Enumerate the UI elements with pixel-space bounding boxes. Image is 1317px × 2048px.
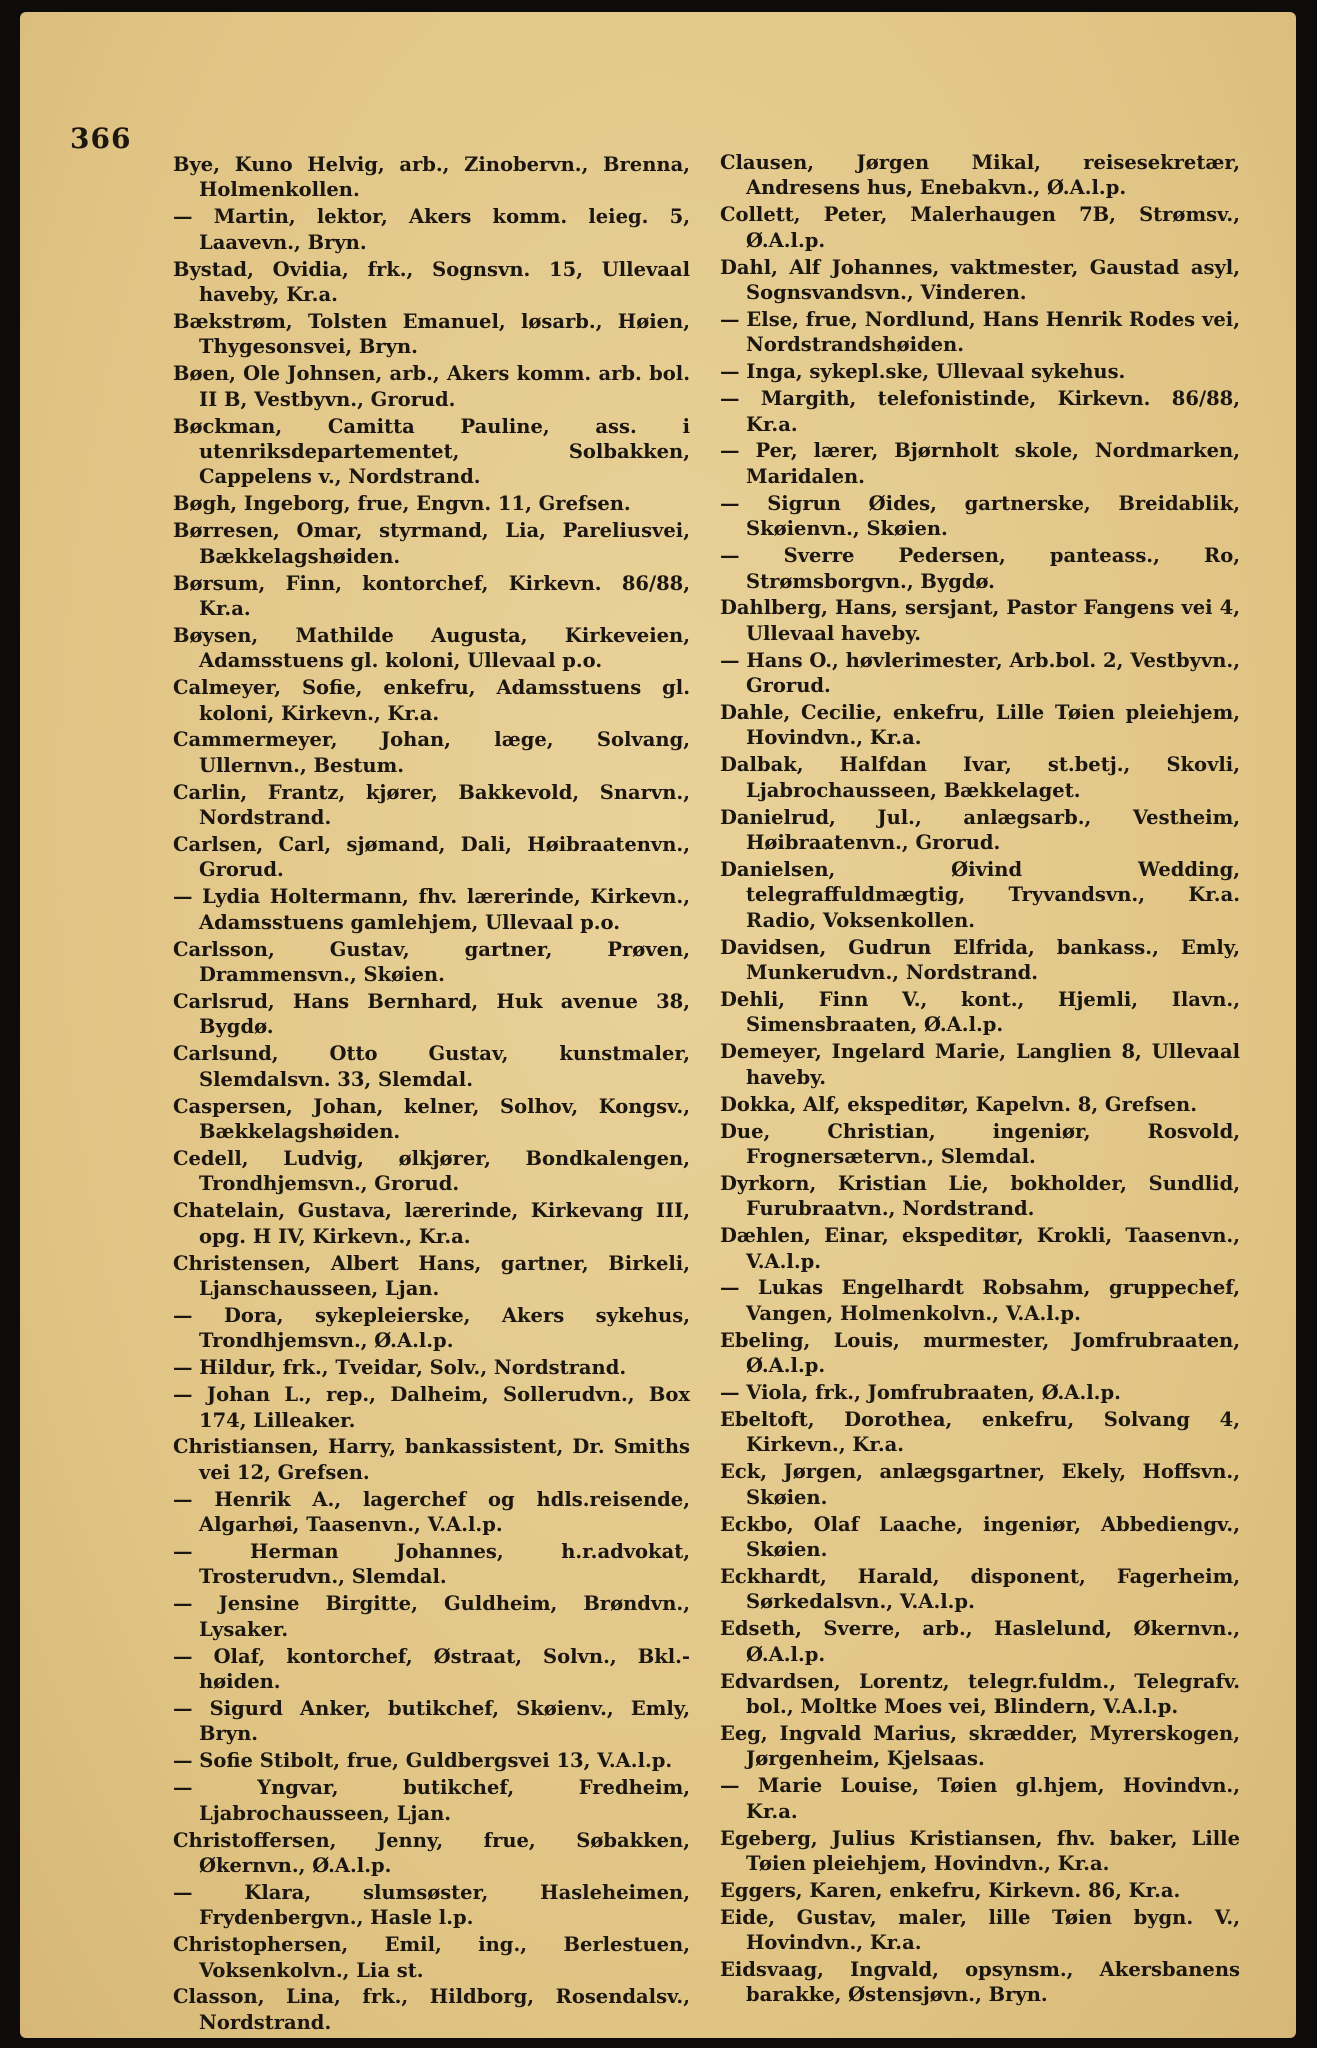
directory-entry: Dahle, Cecilie, enkefru, Lille Tøien pleiehjem, Hovindvn., Kr.a. xyxy=(720,701,1240,750)
directory-entry: — Klara, slumsøster, Hasleheimen, Frydenbergvn., Hasle l.p. xyxy=(173,1880,690,1930)
directory-entry: Eck, Jørgen, anlægsgartner, Ekely, Hoffsvn., Skøien. xyxy=(720,1460,1240,1509)
directory-entry: Chatelain, Gustava, lærerinde, Kirkevang III, opg. H IV, Kirkevn., Kr.a. xyxy=(173,1199,690,1248)
right-column xyxy=(720,150,1240,2009)
directory-entry: — Margith, telefonistinde, Kirkevn. 86/88, Kr.a. xyxy=(720,387,1240,436)
directory-entry: — Lydia Holtermann, fhv. lærerinde, Kirkevn., Adamsstuens gamlehjem, Ullevaal p.o. xyxy=(173,885,690,934)
directory-entry: Calmeyer, Sofie, enkefru, Adamsstuens gl. koloni, Kirkevn., Kr.a. xyxy=(173,676,690,725)
directory-entry: Caspersen, Johan, kelner, Solhov, Kongsv., Bækkelagshøiden. xyxy=(173,1094,690,1144)
directory-entry: Eckbo, Olaf Laache, ingeniør, Abbediengv., Skøien. xyxy=(720,1512,1240,1562)
directory-entry: Dæhlen, Einar, ekspeditør, Krokli, Taasenvn., V.A.l.p. xyxy=(720,1224,1240,1273)
directory-entry: Dahlberg, Hans, sersjant, Pastor Fangens vei 4, Ullevaal haveby. xyxy=(720,596,1240,645)
directory-entry: Bøckman, Camitta Pauline, ass. i utenriksdepartementet, Solbakken, Cappelens v., Nordstrand. xyxy=(173,414,690,489)
directory-entry: — Hildur, frk., Tveidar, Solv., Nordstrand. xyxy=(173,1356,627,1380)
directory-entry: Carlsson, Gustav, gartner, Prøven, Drammensvn., Skøien. xyxy=(173,937,690,987)
directory-entry: Bøgh, Ingeborg, frue, Engvn. 11, Grefsen. xyxy=(173,492,631,516)
directory-entry: Christensen, Albert Hans, gartner, Birkeli, Ljanschausseen, Ljan. xyxy=(173,1251,690,1300)
directory-entry: — Hans O., høvlerimester, Arb.bol. 2, Vestbyvn., Grorud. xyxy=(720,648,1240,698)
directory-entry: Edseth, Sverre, arb., Haslelund, Økernvn., Ø.A.l.p. xyxy=(720,1617,1240,1666)
directory-entry: — Sigurd Anker, butikchef, Skøienv., Emly, Bryn. xyxy=(173,1696,690,1746)
directory-entry: Bystad, Ovidia, frk., Sognsvn. 15, Ullevaal haveby, Kr.a. xyxy=(173,257,690,307)
directory-entry: — Herman Johannes, h.r.advokat, Trosterudvn., Slemdal. xyxy=(173,1540,690,1589)
directory-entry: Carlin, Frantz, kjører, Bakkevold, Snarvn., Nordstrand. xyxy=(173,780,690,830)
directory-entry: — Martin, lektor, Akers komm. leieg. 5, Laavevn., Bryn. xyxy=(173,205,690,254)
directory-entry: Carlsen, Carl, sjømand, Dali, Høibraatenvn., Grorud. xyxy=(173,833,690,882)
directory-entry: — Yngvar, butikchef, Fredheim, Ljabrochausseen, Ljan. xyxy=(173,1776,690,1825)
directory-entry: — Lukas Engelhardt Robsahm, gruppechef, Vangen, Holmenkolvn., V.A.l.p. xyxy=(720,1276,1240,1325)
directory-entry: Eggers, Karen, enkefru, Kirkevn. 86, Kr.a. xyxy=(720,1878,1181,1902)
directory-entry: — Olaf, kontorchef, Østraat, Solvn., Bkl.-høiden. xyxy=(173,1644,690,1694)
directory-entry: Dyrkorn, Kristian Lie, bokholder, Sundlid, Furubraatvn., Nordstrand. xyxy=(720,1171,1240,1221)
directory-entry: — Sofie Stibolt, frue, Guldbergsvei 13, V.A.l.p. xyxy=(173,1749,673,1773)
directory-entry: Classon, Lina, frk., Hildborg, Rosendalsv., Nordstrand. xyxy=(173,1985,690,2034)
directory-entry: — Viola, frk., Jomfrubraaten, Ø.A.l.p. xyxy=(720,1381,1121,1405)
directory-entry: Eckhardt, Harald, disponent, Fagerheim, Sørkedalsvn., V.A.l.p. xyxy=(720,1564,1240,1614)
directory-entry: Danielsen, Øivind Wedding, telegraffuldmægtig, Tryvandsvn., Kr.a. Radio, Voksenkollen. xyxy=(720,857,1240,932)
directory-entry: Cedell, Ludvig, ølkjører, Bondkalengen, Trondhjemsvn., Grorud. xyxy=(173,1146,690,1196)
directory-entry: Davidsen, Gudrun Elfrida, bankass., Emly, Munkerudvn., Nordstrand. xyxy=(720,935,1240,985)
directory-entry: Eeg, Ingvald Marius, skrædder, Myrerskogen, Jørgenheim, Kjelsaas. xyxy=(720,1721,1240,1771)
directory-entry: Dehli, Finn V., kont., Hjemli, Ilavn., Simensbraaten, Ø.A.l.p. xyxy=(720,988,1240,1037)
directory-entry: Christiansen, Harry, bankassistent, Dr. Smiths vei 12, Grefsen. xyxy=(173,1435,690,1484)
directory-entry: Eide, Gustav, maler, lille Tøien bygn. V., Hovindvn., Kr.a. xyxy=(720,1905,1240,1955)
directory-entry: Danielrud, Jul., anlægsarb., Vestheim, Høibraatenvn., Grorud. xyxy=(720,805,1240,855)
directory-entry: Due, Christian, ingeniør, Rosvold, Frognersætervn., Slemdal. xyxy=(720,1119,1240,1168)
directory-page xyxy=(20,12,1296,2038)
directory-entry: Christoffersen, Jenny, frue, Søbakken, Økernvn., Ø.A.l.p. xyxy=(173,1828,690,1877)
directory-entry: Dalbak, Halfdan Ivar, st.betj., Skovli, Ljabrochausseen, Bækkelaget. xyxy=(720,753,1240,802)
directory-entry: Bøen, Ole Johnsen, arb., Akers komm. arb. bol. II B, Vestbyvn., Grorud. xyxy=(173,362,690,411)
directory-entry: Børsum, Finn, kontorchef, Kirkevn. 86/88, Kr.a. xyxy=(173,571,690,620)
directory-entry: Edvardsen, Lorentz, telegr.fuldm., Telegrafv. bol., Moltke Moes vei, Blindern, V.A.l.p. xyxy=(720,1669,1240,1718)
directory-entry: — Henrik A., lagerchef og hdls.reisende, Algarhøi, Taasenvn., V.A.l.p. xyxy=(173,1487,690,1537)
directory-entry: Dokka, Alf, ekspeditør, Kapelvn. 8, Grefsen. xyxy=(720,1092,1197,1116)
directory-entry: Børresen, Omar, styrmand, Lia, Pareliusvei, Bækkelagshøiden. xyxy=(173,519,690,568)
directory-entry: — Inga, sykepl.ske, Ullevaal sykehus. xyxy=(720,360,1126,384)
directory-entry: Bøysen, Mathilde Augusta, Kirkeveien, Adamsstuens gl. koloni, Ullevaal p.o. xyxy=(173,623,690,673)
directory-entry: Egeberg, Julius Kristiansen, fhv. baker, Lille Tøien pleiehjem, Hovindvn., Kr.a. xyxy=(720,1826,1240,1875)
directory-entry: — Johan L., rep., Dalheim, Sollerudvn., Box 174, Lilleaker. xyxy=(173,1383,690,1432)
directory-entry: Dahl, Alf Johannes, vaktmester, Gaustad asyl, Sognsvandsvn., Vinderen. xyxy=(720,255,1240,305)
directory-entry: Bækstrøm, Tolsten Emanuel, løsarb., Høien, Thygesonsvei, Bryn. xyxy=(173,309,690,359)
directory-entry: Demeyer, Ingelard Marie, Langlien 8, Ullevaal haveby. xyxy=(720,1040,1240,1089)
directory-entry: Bye, Kuno Helvig, arb., Zinobervn., Brenna, Holmenkollen. xyxy=(173,153,690,202)
directory-entry: Cammermeyer, Johan, læge, Solvang, Ullernvn., Bestum. xyxy=(173,728,690,777)
directory-entry: Carlsrud, Hans Bernhard, Huk avenue 38, Bygdø. xyxy=(173,990,690,1039)
directory-entry: — Sverre Pedersen, panteass., Ro, Strømsborgvn., Bygdø. xyxy=(720,544,1240,593)
directory-entry: — Sigrun Øides, gartnerske, Breidablik, Skøienvn., Skøien. xyxy=(720,491,1240,541)
directory-entry: Christophersen, Emil, ing., Berlestuen, Voksenkolvn., Lia st. xyxy=(173,1933,690,1982)
directory-entry: Collett, Peter, Malerhaugen 7B, Strømsv., Ø.A.l.p. xyxy=(720,203,1240,252)
directory-entry: — Else, frue, Nordlund, Hans Henrik Rodes vei, Nordstrandshøiden. xyxy=(720,307,1240,357)
directory-entry: Ebeltoft, Dorothea, enkefru, Solvang 4, Kirkevn., Kr.a. xyxy=(720,1408,1240,1457)
directory-entry: — Dora, sykepleierske, Akers sykehus, Trondhjemsvn., Ø.A.l.p. xyxy=(173,1303,690,1353)
directory-entry: Ebeling, Louis, murmester, Jomfrubraaten, Ø.A.l.p. xyxy=(720,1328,1240,1378)
left-column xyxy=(173,152,690,2037)
directory-entry: Carlsund, Otto Gustav, kunstmaler, Slemdalsvn. 33, Slemdal. xyxy=(173,1042,690,1091)
directory-entry: Eidsvaag, Ingvald, opsynsm., Akersbanens barakke, Østensjøvn., Bryn. xyxy=(720,1958,1240,2007)
directory-entry: — Jensine Birgitte, Guldheim, Brøndvn., Lysaker. xyxy=(173,1592,690,1641)
directory-entry: — Per, lærer, Bjørnholt skole, Nordmarken, Maridalen. xyxy=(720,439,1240,488)
directory-entry: Clausen, Jørgen Mikal, reisesekretær, Andresens hus, Enebakvn., Ø.A.l.p. xyxy=(720,151,1240,200)
directory-entry: — Marie Louise, Tøien gl.hjem, Hovindvn., Kr.a. xyxy=(720,1774,1240,1823)
page-number: 366 xyxy=(70,122,132,155)
